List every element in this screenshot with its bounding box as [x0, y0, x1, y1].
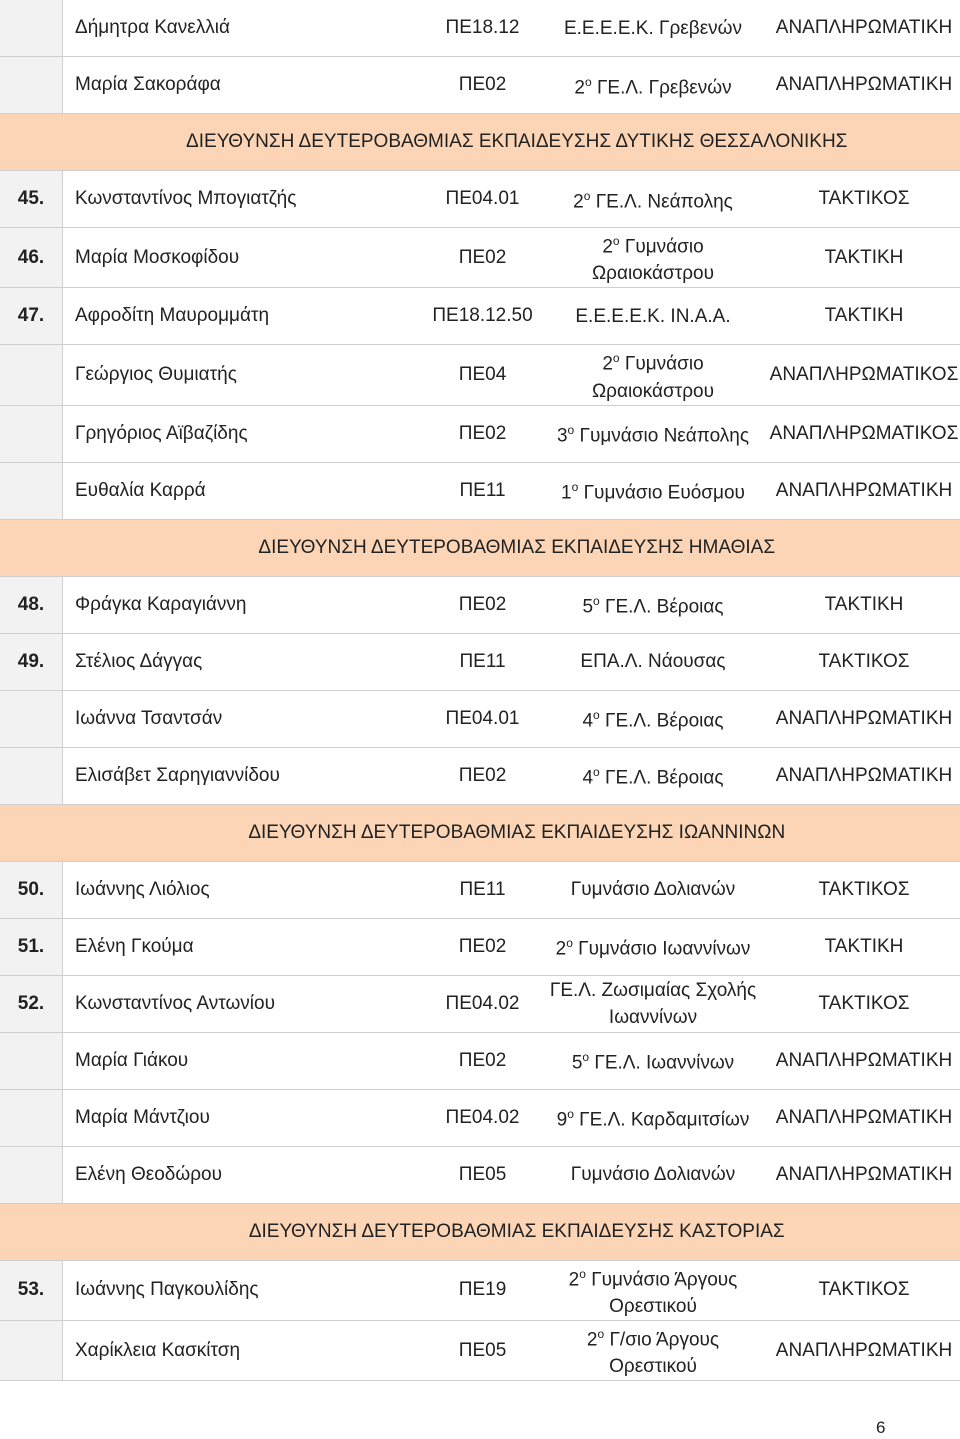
employment-status: ΤΑΚΤΙΚΗ — [757, 288, 960, 345]
employment-status: ΑΝΑΠΛΗΡΩΜΑΤΙΚΗ — [757, 1032, 960, 1089]
school-name: $4^o$ ΓΕ.Λ. Βέροιας — [549, 690, 757, 747]
employment-status: ΑΝΑΠΛΗΡΩΜΑΤΙΚΗ — [757, 747, 960, 804]
school-name: $4^o$ ΓΕ.Λ. Βέροιας — [549, 747, 757, 804]
person-name: Γεώργιος Θυμιατής — [63, 345, 417, 405]
directorate-header — [0, 519, 960, 576]
employment-status: ΤΑΚΤΙΚΟΣ — [757, 975, 960, 1032]
employment-status: ΑΝΑΠΛΗΡΩΜΑΤΙΚΟΣ — [757, 345, 960, 405]
specialty-code: ΠΕ11 — [416, 633, 549, 690]
directorate-title: ΔΙΕΥΘΥΝΣΗ ΔΕΥΤΕΡΟΒΑΘΜΙΑΣ ΕΚΠΑΙΔΕΥΣΗΣ ΗΜΑΘΙΑΣ — [63, 519, 960, 576]
directorate-title: ΔΙΕΥΘΥΝΣΗ ΔΕΥΤΕΡΟΒΑΘΜΙΑΣ ΕΚΠΑΙΔΕΥΣΗΣ ΚΑΣΤΟΡΙΑΣ — [63, 1203, 960, 1260]
person-name: Ελισάβετ Σαρηγιαννίδου — [63, 747, 417, 804]
employment-status: ΑΝΑΠΛΗΡΩΜΑΤΙΚΗ — [757, 57, 960, 114]
specialty-code: ΠΕ04.02 — [416, 1089, 549, 1146]
table-row — [0, 171, 960, 228]
row-number — [0, 0, 63, 57]
table-row — [0, 747, 960, 804]
directorate-header — [0, 114, 960, 171]
row-number — [0, 1032, 63, 1089]
header-spacer — [0, 519, 63, 576]
person-name: Ευθαλία Καρρά — [63, 462, 417, 519]
school-name: $2^o$ Γυμνάσιο Ωραιοκάστρου — [549, 345, 757, 405]
table-row — [0, 345, 960, 405]
row-number: 50. — [0, 861, 63, 918]
directorate-title: ΔΙΕΥΘΥΝΣΗ ΔΕΥΤΕΡΟΒΑΘΜΙΑΣ ΕΚΠΑΙΔΕΥΣΗΣ ΙΩΑΝΝΙΝΩΝ — [63, 804, 960, 861]
person-name: Αφροδίτη Μαυρομμάτη — [63, 288, 417, 345]
table-row — [0, 975, 960, 1032]
person-name: Χαρίκλεια Κασκίτση — [63, 1320, 417, 1380]
table-row — [0, 633, 960, 690]
person-name: Ιωάννης Παγκουλίδης — [63, 1260, 417, 1320]
school-name: $5^o$ ΓΕ.Λ. Ιωαννίνων — [549, 1032, 757, 1089]
header-spacer — [0, 114, 63, 171]
person-name: Κωνσταντίνος Αντωνίου — [63, 975, 417, 1032]
school-name: $2^o$ ΓΕ.Λ. Γρεβενών — [549, 57, 757, 114]
header-spacer — [0, 1203, 63, 1260]
person-name: Ελένη Θεοδώρου — [63, 1146, 417, 1203]
person-name: Στέλιος Δάγγας — [63, 633, 417, 690]
employment-status: ΑΝΑΠΛΗΡΩΜΑΤΙΚΗ — [757, 1320, 960, 1380]
specialty-code: ΠΕ04.01 — [416, 690, 549, 747]
specialty-code: ΠΕ05 — [416, 1146, 549, 1203]
specialty-code: ΠΕ02 — [416, 228, 549, 288]
specialty-code: ΠΕ11 — [416, 861, 549, 918]
specialty-code: ΠΕ02 — [416, 405, 549, 462]
school-name: $2^o$ Γυμνάσιο Ιωαννίνων — [549, 918, 757, 975]
specialty-code: ΠΕ04 — [416, 345, 549, 405]
employment-status: ΑΝΑΠΛΗΡΩΜΑΤΙΚΗ — [757, 0, 960, 57]
row-number — [0, 690, 63, 747]
school-name: Γυμνάσιο Δολιανών — [549, 1146, 757, 1203]
employment-status: ΤΑΚΤΙΚΗ — [757, 918, 960, 975]
table-row — [0, 462, 960, 519]
school-name: $1^o$ Γυμνάσιο Ευόσμου — [549, 462, 757, 519]
table-row — [0, 228, 960, 288]
table-row — [0, 861, 960, 918]
table-row — [0, 57, 960, 114]
row-number: 49. — [0, 633, 63, 690]
table-row — [0, 288, 960, 345]
school-name: Γυμνάσιο Δολιανών — [549, 861, 757, 918]
row-number — [0, 462, 63, 519]
employment-status: ΑΝΑΠΛΗΡΩΜΑΤΙΚΟΣ — [757, 405, 960, 462]
row-number — [0, 57, 63, 114]
table-row — [0, 1320, 960, 1380]
page-number: 6 — [876, 1418, 886, 1437]
row-number: 47. — [0, 288, 63, 345]
school-name: ΓΕ.Λ. Ζωσιμαίας Σχολής Ιωαννίνων — [549, 975, 757, 1032]
school-name: $2^o$ Γυμνάσιο Ωραιοκάστρου — [549, 228, 757, 288]
row-number — [0, 345, 63, 405]
school-name: $2^o$ Γ/σιο Άργους Ορεστικού — [549, 1320, 757, 1380]
employment-status: ΤΑΚΤΙΚΟΣ — [757, 861, 960, 918]
row-number — [0, 747, 63, 804]
school-name: $3^o$ Γυμνάσιο Νεάπολης — [549, 405, 757, 462]
person-name: Ιωάννης Λιόλιος — [63, 861, 417, 918]
specialty-code: ΠΕ02 — [416, 57, 549, 114]
table-row — [0, 1260, 960, 1320]
directorate-header — [0, 804, 960, 861]
school-name: $5^o$ ΓΕ.Λ. Βέροιας — [549, 576, 757, 633]
row-number: 51. — [0, 918, 63, 975]
specialty-code: ΠΕ02 — [416, 747, 549, 804]
person-name: Μαρία Μοσκοφίδου — [63, 228, 417, 288]
table-row — [0, 1032, 960, 1089]
person-name: Δήμητρα Κανελλιά — [63, 0, 417, 57]
table-row — [0, 405, 960, 462]
employment-status: ΤΑΚΤΙΚΗ — [757, 228, 960, 288]
directorate-title: ΔΙΕΥΘΥΝΣΗ ΔΕΥΤΕΡΟΒΑΘΜΙΑΣ ΕΚΠΑΙΔΕΥΣΗΣ ΔΥΤΙΚΗΣ ΘΕΣΣΑΛΟΝΙΚΗΣ — [63, 114, 960, 171]
specialty-code: ΠΕ05 — [416, 1320, 549, 1380]
row-number: 53. — [0, 1260, 63, 1320]
directorate-header — [0, 1203, 960, 1260]
school-name: $2^o$ ΓΕ.Λ. Νεάπολης — [549, 171, 757, 228]
employment-status: ΤΑΚΤΙΚΟΣ — [757, 633, 960, 690]
specialty-code: ΠΕ04.02 — [416, 975, 549, 1032]
row-number — [0, 1320, 63, 1380]
specialty-code: ΠΕ19 — [416, 1260, 549, 1320]
header-spacer — [0, 804, 63, 861]
row-number: 52. — [0, 975, 63, 1032]
employment-status: ΑΝΑΠΛΗΡΩΜΑΤΙΚΗ — [757, 690, 960, 747]
employment-status: ΑΝΑΠΛΗΡΩΜΑΤΙΚΗ — [757, 462, 960, 519]
person-name: Μαρία Μάντζιου — [63, 1089, 417, 1146]
table-row — [0, 1089, 960, 1146]
specialty-code: ΠΕ02 — [416, 576, 549, 633]
employment-status: ΤΑΚΤΙΚΟΣ — [757, 1260, 960, 1320]
school-name: Ε.Ε.Ε.Ε.Κ. ΙΝ.Α.Α. — [549, 288, 757, 345]
specialty-code: ΠΕ02 — [416, 918, 549, 975]
person-name: Γρηγόριος Αϊβαζίδης — [63, 405, 417, 462]
row-number: 48. — [0, 576, 63, 633]
school-name: Ε.Ε.Ε.Ε.Κ. Γρεβενών — [549, 0, 757, 57]
person-name: Μαρία Γιάκου — [63, 1032, 417, 1089]
table-row — [0, 918, 960, 975]
table-row — [0, 0, 960, 57]
specialty-code: ΠΕ11 — [416, 462, 549, 519]
specialty-code: ΠΕ02 — [416, 1032, 549, 1089]
table-row — [0, 576, 960, 633]
table-row — [0, 690, 960, 747]
person-name: Ελένη Γκούμα — [63, 918, 417, 975]
row-number — [0, 1146, 63, 1203]
row-number: 45. — [0, 171, 63, 228]
person-name: Μαρία Σακοράφα — [63, 57, 417, 114]
row-number — [0, 405, 63, 462]
school-name: ΕΠΑ.Λ. Νάουσας — [549, 633, 757, 690]
school-name: $9^o$ ΓΕ.Λ. Καρδαμιτσίων — [549, 1089, 757, 1146]
person-name: Φράγκα Καραγιάννη — [63, 576, 417, 633]
specialty-code: ΠΕ18.12.50 — [416, 288, 549, 345]
school-name: $2^o$ Γυμνάσιο Άργους Ορεστικού — [549, 1260, 757, 1320]
row-number — [0, 1089, 63, 1146]
row-number: 46. — [0, 228, 63, 288]
table-row — [0, 1146, 960, 1203]
employment-status: ΑΝΑΠΛΗΡΩΜΑΤΙΚΗ — [757, 1146, 960, 1203]
employment-status: ΑΝΑΠΛΗΡΩΜΑΤΙΚΗ — [757, 1089, 960, 1146]
specialty-code: ΠΕ04.01 — [416, 171, 549, 228]
person-name: Ιωάννα Τσαντσάν — [63, 690, 417, 747]
employment-status: ΤΑΚΤΙΚΗ — [757, 576, 960, 633]
employment-status: ΤΑΚΤΙΚΟΣ — [757, 171, 960, 228]
person-name: Κωνσταντίνος Μπογιατζής — [63, 171, 417, 228]
specialty-code: ΠΕ18.12 — [416, 0, 549, 57]
